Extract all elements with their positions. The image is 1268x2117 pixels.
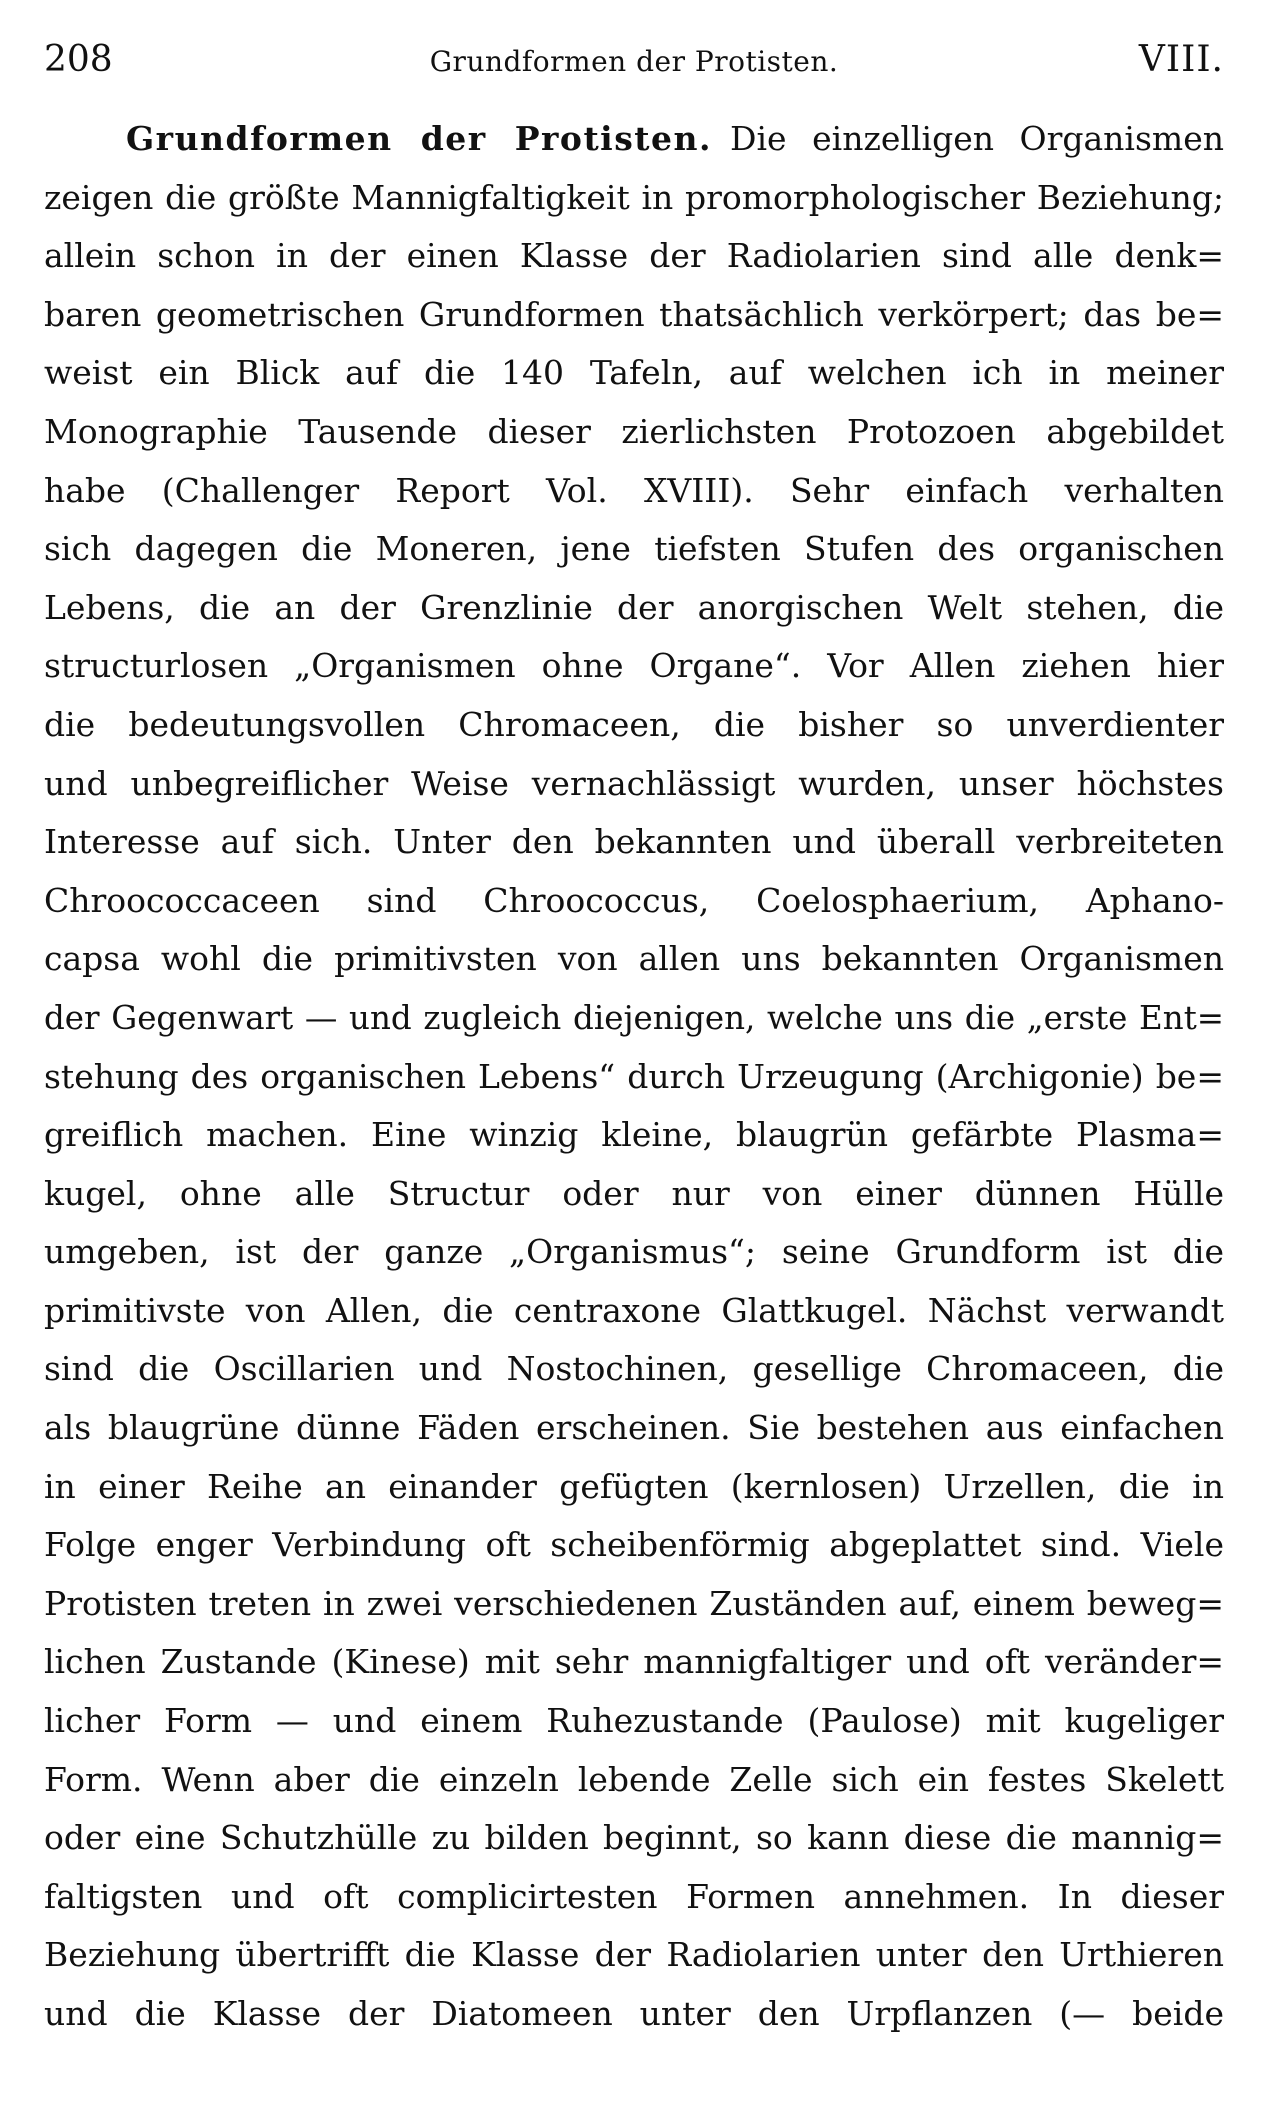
text-line: capsa wohl die primitivsten von allen uns bekannten Organismen [44, 939, 1224, 979]
text-line: faltigsten und oft complicirtesten Formen annehmen. In dieser [44, 1876, 1224, 1916]
text-line: Interesse auf sich. Unter den bekannten und überall verbreiteten [44, 822, 1224, 862]
text-line: allein schon in der einen Klasse der Radiolarien sind alle denk= [44, 236, 1224, 276]
text-line: oder eine Schutzhülle zu bilden beginnt, so kann diese die mannig= [44, 1818, 1224, 1858]
chapter-number: VIII. [1138, 39, 1224, 80]
text-line: und unbegreiflicher Weise vernachlässigt wurden, unser höchstes [44, 763, 1224, 803]
text-line: licher Form — und einem Ruhezustande (Paulose) mit kugeliger [44, 1701, 1224, 1741]
running-head [44, 30, 1224, 90]
line-text: Die einzelligen Organismen [730, 119, 1224, 158]
text-line: lichen Zustande (Kinese) mit sehr mannigfaltiger und oft veränder= [44, 1642, 1224, 1682]
text-line: stehung des organischen Lebens“ durch Urzeugung (Archigonie) be= [44, 1056, 1224, 1096]
page-number: 208 [44, 39, 113, 80]
text-line [44, 110, 1224, 169]
text-line: Lebens, die an der Grenzlinie der anorgischen Welt stehen, die [44, 587, 1224, 627]
text-line: Monographie Tausende dieser zierlichsten Protozoen abgebildet [44, 411, 1224, 451]
text-line: sind die Oscillarien und Nostochinen, gesellige Chromaceen, die [44, 1349, 1224, 1389]
text-line: primitivste von Allen, die centraxone Glattkugel. Nächst verwandt [44, 1290, 1224, 1330]
text-line: in einer Reihe an einander gefügten (kernlosen) Urzellen, die in [44, 1466, 1224, 1506]
section-heading: Grundformen der Protisten. [126, 119, 713, 158]
text-line: habe (Challenger Report Vol. XVIII). Sehr einfach verhalten [44, 470, 1224, 510]
text-line: Form. Wenn aber die einzeln lebende Zelle sich ein festes Skelett [44, 1759, 1224, 1799]
text-line: Chroococcaceen sind Chroococcus, Coelosphaerium, Aphano- [44, 880, 1224, 920]
text-line: umgeben, ist der ganze „Organismus“; seine Grundform ist die [44, 1232, 1224, 1272]
text-line: die bedeutungsvollen Chromaceen, die bisher so unverdienter [44, 704, 1224, 744]
running-title: Grundformen der Protisten. [429, 45, 839, 78]
text-line: greiflich machen. Eine winzig kleine, blaugrün gefärbte Plasma= [44, 1115, 1224, 1155]
text-line: und die Klasse der Diatomeen unter den Urpflanzen (— beide [44, 1994, 1224, 2033]
body-text [44, 110, 1224, 2044]
text-line: Folge enger Verbindung oft scheibenförmig abgeplattet sind. Viele [44, 1525, 1224, 1565]
text-line: weist ein Blick auf die 140 Tafeln, auf welchen ich in meiner [44, 353, 1224, 393]
text-line: Beziehung übertrifft die Klasse der Radiolarien unter den Urthieren [44, 1935, 1224, 1975]
text-line: sich dagegen die Moneren, jene tiefsten Stufen des organischen [44, 529, 1224, 569]
text-line: Protisten treten in zwei verschiedenen Zuständen auf, einem beweg= [44, 1583, 1224, 1623]
text-line: als blaugrüne dünne Fäden erscheinen. Sie bestehen aus einfachen [44, 1408, 1224, 1448]
text-line: structurlosen „Organismen ohne Organe“. Vor Allen ziehen hier [44, 646, 1224, 686]
text-line: baren geometrischen Grundformen thatsächlich verkörpert; das be= [44, 294, 1224, 334]
text-line: der Gegenwart — und zugleich diejenigen, welche uns die „erste Ent= [44, 998, 1224, 1037]
text-line: zeigen die größte Mannigfaltigkeit in promorphologischer Beziehung; [44, 177, 1224, 217]
text-line: kugel, ohne alle Structur oder nur von einer dünnen Hülle [44, 1173, 1224, 1213]
